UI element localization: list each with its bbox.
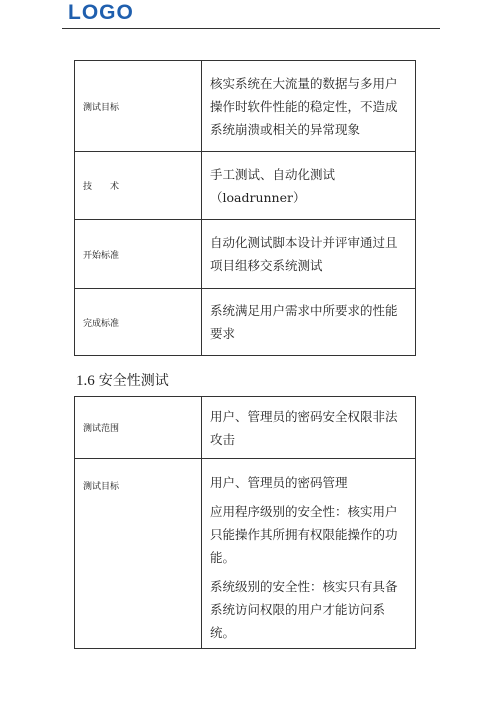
row-value [202, 220, 416, 289]
value-paragraph: 用户、管理员的密码安全权限非法攻击 [210, 408, 398, 447]
value-paragraph: 用户、管理员的密码管理 [210, 475, 348, 490]
section-title: 安全性测试 [98, 373, 169, 389]
value-paragraph: 应用程序级别的安全性：核实用户只能操作其所拥有权限能操作的功能。 [210, 504, 398, 565]
value-paragraph: 系统级别的安全性：核实只有具备系统访问权限的用户才能访问系统。 [210, 579, 398, 640]
row-value [202, 61, 416, 152]
value-paragraph: 手工测试、自动化测试（loadrunner） [210, 166, 336, 205]
security-test-table [74, 396, 416, 649]
table-row [75, 220, 416, 289]
row-label: 测试范围 [75, 397, 202, 459]
row-value [202, 397, 416, 459]
table-row [75, 397, 416, 459]
performance-test-table [74, 60, 416, 356]
table-row [75, 61, 416, 152]
section-number: 1.6 [76, 373, 95, 389]
row-value [202, 289, 416, 356]
row-value [202, 152, 416, 220]
row-label: 测试目标 [75, 61, 202, 152]
value-paragraph: 自动化测试脚本设计并评审通过且项目组移交系统测试 [210, 235, 398, 273]
row-label: 完成标准 [75, 289, 202, 356]
section-heading [76, 370, 169, 390]
value-paragraph: 系统满足用户需求中所要求的性能要求 [210, 303, 398, 341]
table-row [75, 152, 416, 220]
table-row [75, 289, 416, 356]
row-label: 测试目标 [75, 459, 202, 649]
table-row [75, 459, 416, 649]
row-value [202, 459, 416, 649]
row-label: 技 术 [75, 152, 202, 220]
value-paragraph: 核实系统在大流量的数据与多用户操作时软件性能的稳定性，不造成系统崩溃或相关的异常现象 [210, 75, 398, 137]
header-rule [62, 28, 440, 29]
row-label: 开始标准 [75, 220, 202, 289]
logo: LOGO [68, 1, 134, 24]
